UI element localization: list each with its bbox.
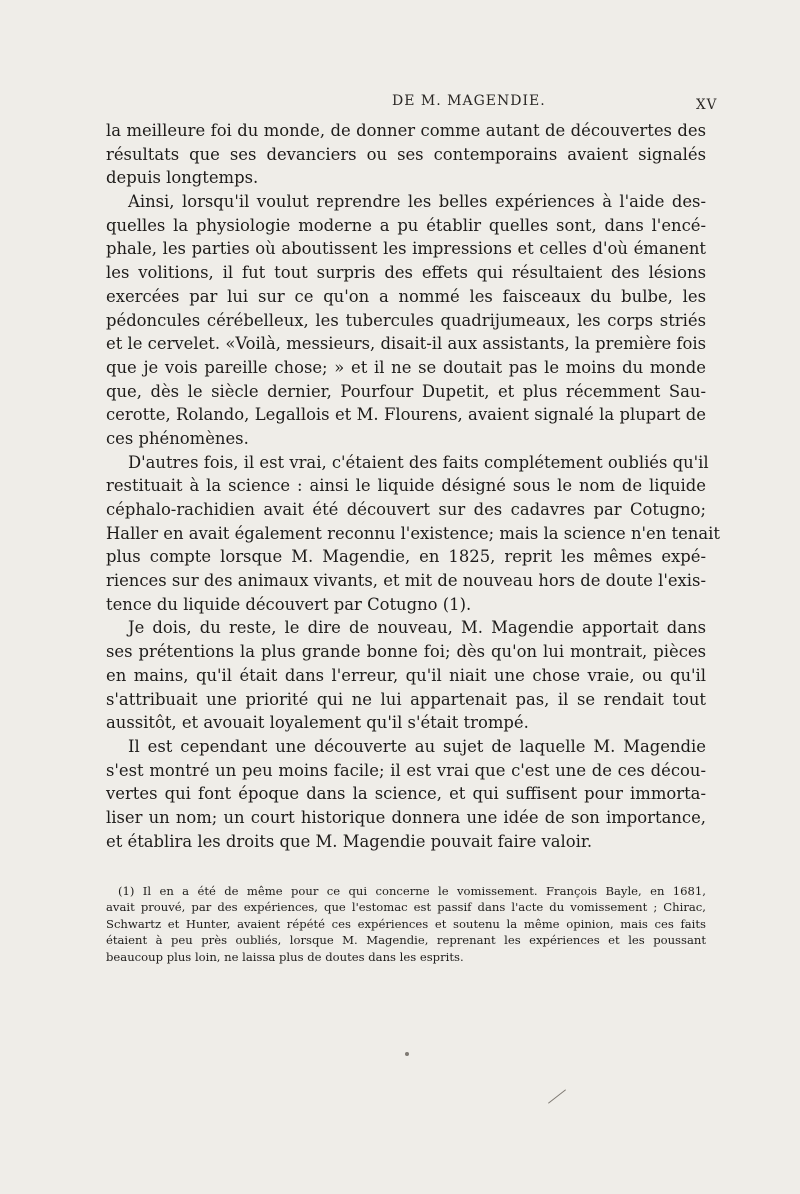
body-line: que je vois pareille chose; » et il ne se doutait pas le moins du monde	[106, 357, 706, 377]
body-line: la meilleure foi du monde, de donner comme autant de découvertes des	[106, 121, 706, 140]
body-line: depuis longtemps.	[106, 168, 259, 188]
body-line: riences sur des animaux vivants, et mit de nouveau hors de doute l'exis-	[106, 571, 706, 591]
body-line: en mains, qu'il était dans l'erreur, qu'il niait une chose vraie, ou qu'il	[106, 665, 706, 685]
body-line: Haller en avait également reconnu l'existence; mais la science n'en tenait	[106, 523, 720, 543]
footnote-line: avait prouvé, par des expériences, que l'estomac est passif dans l'acte du vomissement ; Chirac,	[106, 900, 706, 915]
body-line: s'attribuait une priorité qui ne lui appartenait pas, il se rendait tout	[106, 689, 706, 709]
body-line: Il est cependant une découverte au sujet de laquelle M. Magendie	[128, 736, 706, 756]
page-number: XV	[696, 97, 718, 113]
body-line: aussitôt, et avouait loyalement qu'il s'était trompé.	[106, 713, 529, 733]
footnote-line: (1) Il en a été de même pour ce qui concerne le vomissement. François Bayle, en 1681,	[118, 884, 706, 898]
body-line: résultats que ses devanciers ou ses contemporains avaient signalés	[106, 144, 706, 164]
body-line: ses prétentions la plus grande bonne foi; dès qu'on lui montrait, pièces	[106, 642, 706, 662]
body-line: exercées par lui sur ce qu'on a nommé les faisceaux du bulbe, les	[106, 286, 706, 306]
body-line: s'est montré un peu moins facile; il est vrai que c'est une de ces décou-	[106, 760, 706, 780]
body-line: Je dois, du reste, le dire de nouveau, M. Magendie apportait dans	[128, 618, 706, 638]
body-line: quelles la physiologie moderne a pu établir quelles sont, dans l'encé-	[106, 215, 706, 235]
body-line: phale, les parties où aboutissent les impressions et celles d'où émanent	[106, 239, 706, 259]
body-line: les volitions, il fut tout surpris des effets qui résultaient des lésions	[106, 263, 706, 283]
body-text	[106, 119, 720, 853]
footnote-line: beaucoup plus loin, ne laissa plus de doutes dans les esprits.	[106, 949, 464, 964]
body-line: ces phénomènes.	[106, 428, 249, 448]
body-line: pédoncules cérébelleux, les tubercules quadrijumeaux, les corps striés	[106, 310, 706, 330]
body-line: D'autres fois, il est vrai, c'étaient des faits complétement oubliés qu'il	[128, 452, 709, 472]
body-line: vertes qui font époque dans la science, et qui suffisent pour immorta-	[106, 784, 706, 804]
page-header	[0, 93, 800, 117]
body-line: liser un nom; un court historique donnera une idée de son importance,	[106, 807, 706, 827]
body-line: plus compte lorsque M. Magendie, en 1825, reprit les mêmes expé-	[106, 547, 706, 567]
body-line: que, dès le siècle dernier, Pourfour Dupetit, et plus récemment Sau-	[106, 381, 706, 401]
body-line: cerotte, Rolando, Legallois et M. Flourens, avaient signalé la plupart de	[106, 405, 706, 425]
body-line: restituait à la science : ainsi le liquide désigné sous le nom de liquide	[106, 476, 706, 496]
body-line: tence du liquide découvert par Cotugno (1).	[106, 594, 472, 614]
paper-speck	[405, 1052, 409, 1056]
body-line: et le cervelet. «Voilà, messieurs, disait-il aux assistants, la première fois	[106, 334, 706, 354]
footnote-line: étaient à peu près oubliés, lorsque M. Magendie, reprenant les expériences et les poussant	[106, 933, 706, 948]
running-head: DE M. MAGENDIE.	[392, 93, 546, 109]
body-line: et établira les droits que M. Magendie pouvait faire valoir.	[106, 831, 593, 851]
body-line: céphalo-rachidien avait été découvert sur des cadavres par Cotugno;	[106, 500, 706, 519]
footnotes	[106, 883, 706, 965]
body-line: Ainsi, lorsqu'il voulut reprendre les belles expériences à l'aide des-	[128, 192, 706, 212]
paper-scratch	[548, 1089, 566, 1103]
footnote-line: Schwartz et Hunter, avaient répété ces expériences et soutenu la même opinion, mais ces faits	[106, 916, 706, 931]
